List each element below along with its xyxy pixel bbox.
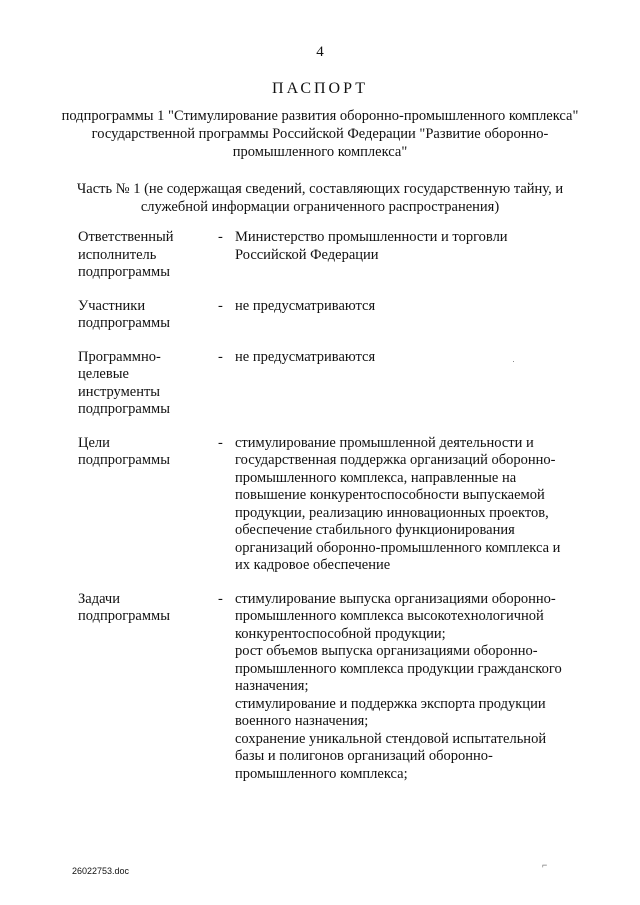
- row-tasks: [78, 591, 568, 784]
- row-value: [235, 349, 565, 419]
- row-value: [235, 435, 565, 575]
- dash: -: [218, 590, 223, 607]
- row-responsible: [78, 229, 568, 282]
- row-value: [235, 229, 565, 282]
- value-line: стимулирование выпуска организациями оборонно-промышленного комплекса высокотехнологичной конкурентоспособной продукции;: [235, 590, 556, 642]
- value-line: не предусматриваются: [235, 297, 376, 314]
- file-name-footer: 26022753.doc: [72, 866, 130, 876]
- dash: -: [218, 348, 223, 365]
- row-label: Задачи подпрограммы: [78, 590, 170, 624]
- dash: -: [218, 434, 223, 451]
- scan-speck: ·: [512, 356, 515, 366]
- dash: -: [218, 229, 223, 245]
- row-label: Программно-целевые инструменты подпрограммы: [78, 348, 170, 417]
- row-goals: [78, 435, 568, 575]
- value-line: стимулирование промышленной деятельности и государственная поддержка организаций оборонно-промышленного комплекса, направленные на повышение конкурентоспособности выпускаемой продукции, реализацию инновационных проектов, обеспечение стабильного функционирования организаций оборонно-промышленного комплекса и их кадровое обеспечение: [235, 434, 561, 573]
- row-participants: [78, 298, 568, 333]
- scan-speck: ⌐: [542, 860, 548, 870]
- row-value: [235, 298, 565, 333]
- row-label: Участники подпрограммы: [78, 297, 170, 331]
- subtitle: подпрограммы 1 "Стимулирование развития оборонно-промышленного комплекса" государственной программы Российской Федерации "Развитие оборонно-промышленного комплекса": [61, 108, 579, 160]
- page-title: ПАСПОРТ: [272, 80, 368, 97]
- value-line: сохранение уникальной стендовой испытательной базы и полигонов организаций оборонно-промышленного комплекса;: [235, 730, 547, 782]
- part-note: Часть № 1 (не содержащая сведений, составляющих государственную тайну, и служебной информации ограниченного распространения): [76, 181, 564, 215]
- value-line: рост объемов выпуска организациями оборонно-промышленного комплекса продукции гражданского назначения;: [235, 643, 562, 694]
- row-value: [235, 591, 565, 784]
- row-label: Ответственный исполнитель подпрограммы: [78, 229, 174, 280]
- row-instruments: [78, 349, 568, 419]
- page-number: 4: [316, 44, 324, 60]
- row-label: Цели подпрограммы: [78, 434, 170, 468]
- passport-table: [78, 229, 568, 799]
- value-line: стимулирование и поддержка экспорта продукции военного назначения;: [235, 695, 546, 729]
- dash: -: [218, 297, 223, 314]
- value-line: не предусматриваются: [235, 348, 376, 365]
- value-line: Министерство промышленности и торговли Российской Федерации: [235, 229, 508, 263]
